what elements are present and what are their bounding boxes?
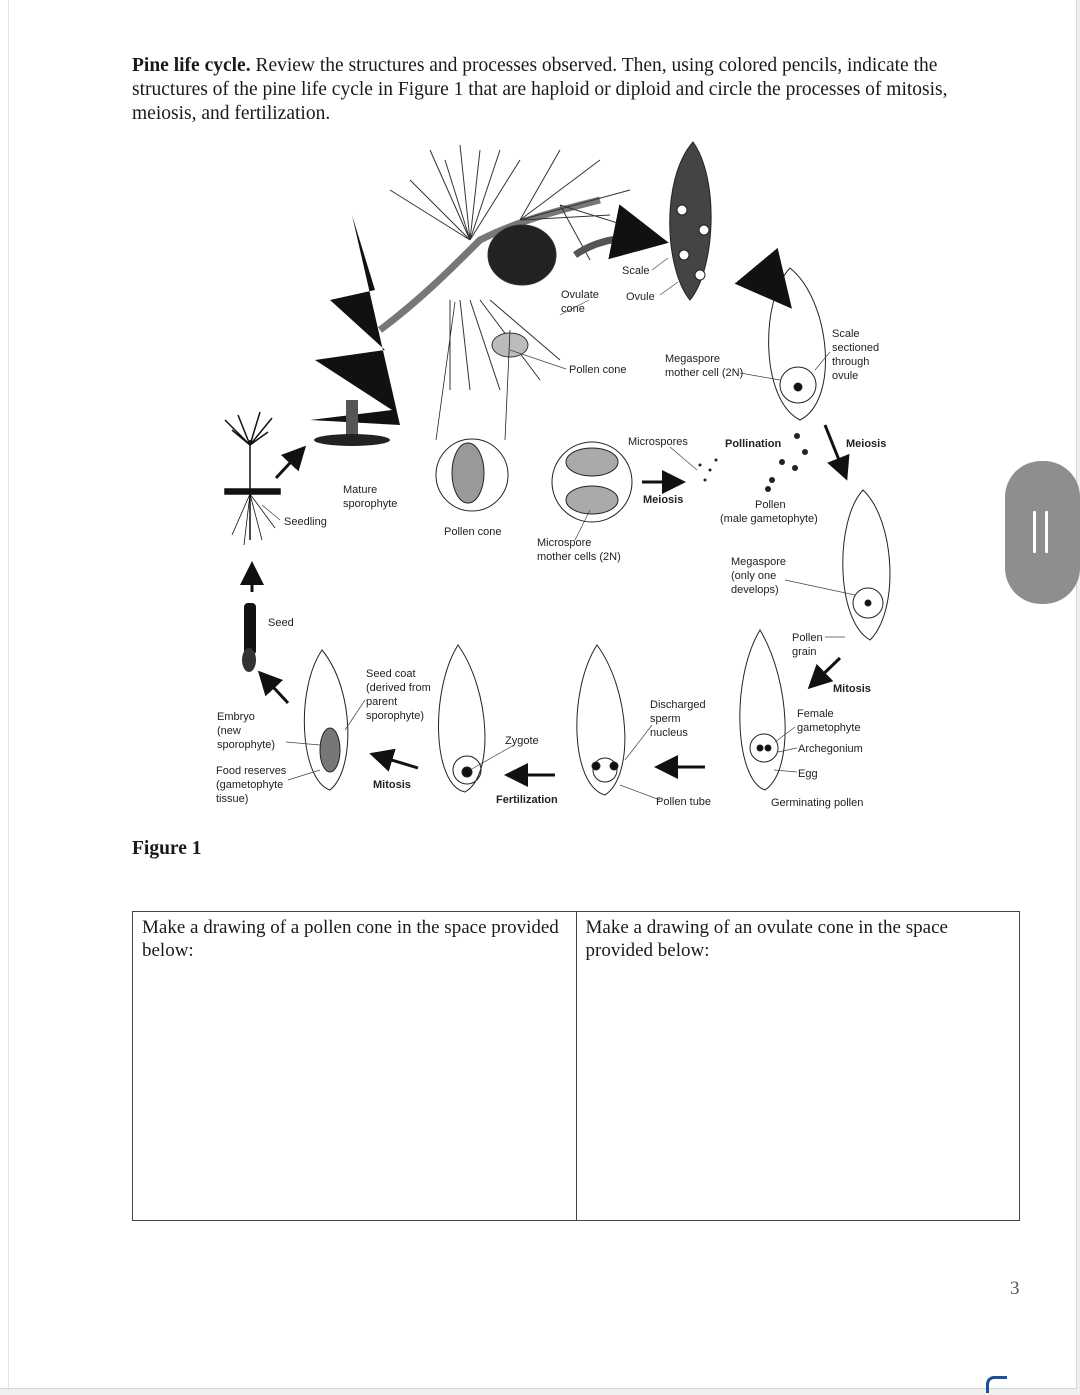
- pollen-cone-illustration: [436, 302, 632, 522]
- pollen-cone-drawing-box[interactable]: [133, 912, 576, 1220]
- instructions-text: Review the structures and processes observed. Then, using colored pencils, indicate the structures of the pine life cycle in Figure 1 that are haploid or diploid and circle the processes of mitosis, meiosis, and fertilization.: [132, 55, 948, 124]
- label-seed-coat: Seed coat (derived from parent sporophyte): [366, 668, 431, 722]
- handle-grip-icon: [1045, 511, 1048, 553]
- ovulate-cone-prompt: Make a drawing of an ovulate cone in the space provided below:: [585, 917, 948, 961]
- label-egg: Egg: [798, 768, 818, 780]
- label-meiosis-center: Meiosis: [643, 494, 684, 506]
- label-fertilization: Fertilization: [496, 794, 558, 806]
- pollen-cone-prompt: Make a drawing of a pollen cone in the space provided below:: [142, 917, 559, 961]
- label-pollination: Pollination: [725, 438, 782, 450]
- corner-mark-icon: [986, 1376, 1007, 1393]
- label-scale-sectioned: Scale sectioned through ovule: [832, 328, 880, 382]
- label-embryo: Embryo (new sporophyte): [217, 711, 276, 751]
- label-megaspore-mother-cell: Megaspore mother cell (2N): [665, 353, 744, 379]
- label-ovulate-cone: Ovulate cone: [561, 289, 599, 315]
- label-pollen-grain: Pollen grain: [792, 632, 823, 658]
- label-zygote: Zygote: [505, 735, 539, 747]
- handle-grip-icon: [1033, 511, 1036, 553]
- label-seedling: Seedling: [284, 516, 327, 528]
- label-leader-lines: [262, 258, 855, 800]
- ovulate-cone-drawing-box[interactable]: [576, 912, 1020, 1220]
- label-pollen-cone-mid: Pollen cone: [444, 526, 502, 538]
- pine-branch-illustration: [380, 145, 640, 390]
- label-discharged-sperm-nucleus: Discharged sperm nucleus: [650, 699, 706, 739]
- mature-sporophyte-tree: [310, 215, 400, 446]
- page-nav-handle[interactable]: [1005, 461, 1080, 604]
- label-mature-sporophyte: Mature sporophyte: [343, 484, 398, 510]
- instructions-title: Pine life cycle.: [132, 55, 251, 76]
- label-pollen-male-gametophyte: Pollen (male gametophyte): [720, 499, 818, 525]
- label-mitosis-bottom: Mitosis: [373, 779, 411, 791]
- seedling-illustration: [225, 412, 280, 545]
- label-scale: Scale: [622, 265, 650, 277]
- label-female-gametophyte: Female gametophyte: [797, 708, 861, 734]
- label-germinating-pollen: Germinating pollen: [771, 797, 864, 809]
- label-ovule: Ovule: [626, 291, 655, 303]
- label-mitosis-right: Mitosis: [833, 683, 871, 695]
- label-pollen-tube: Pollen tube: [656, 796, 712, 808]
- label-pollen-cone-top: Pollen cone: [569, 364, 627, 376]
- label-megaspore: Megaspore (only one develops): [731, 556, 787, 596]
- seed-illustration: [242, 603, 256, 672]
- label-seed: Seed: [268, 617, 294, 629]
- label-meiosis-right: Meiosis: [846, 438, 887, 450]
- drawing-table: [132, 911, 1020, 1221]
- page-number: 3: [1010, 1278, 1020, 1299]
- label-microspores: Microspores: [628, 436, 688, 448]
- label-food-reserves: Food reserves (gametophyte tissue): [216, 765, 287, 805]
- label-microspore-mother-cells: Microspore mother cells (2N): [537, 537, 621, 563]
- label-archegonium: Archegonium: [798, 743, 863, 755]
- figure-caption: Figure 1: [132, 838, 202, 859]
